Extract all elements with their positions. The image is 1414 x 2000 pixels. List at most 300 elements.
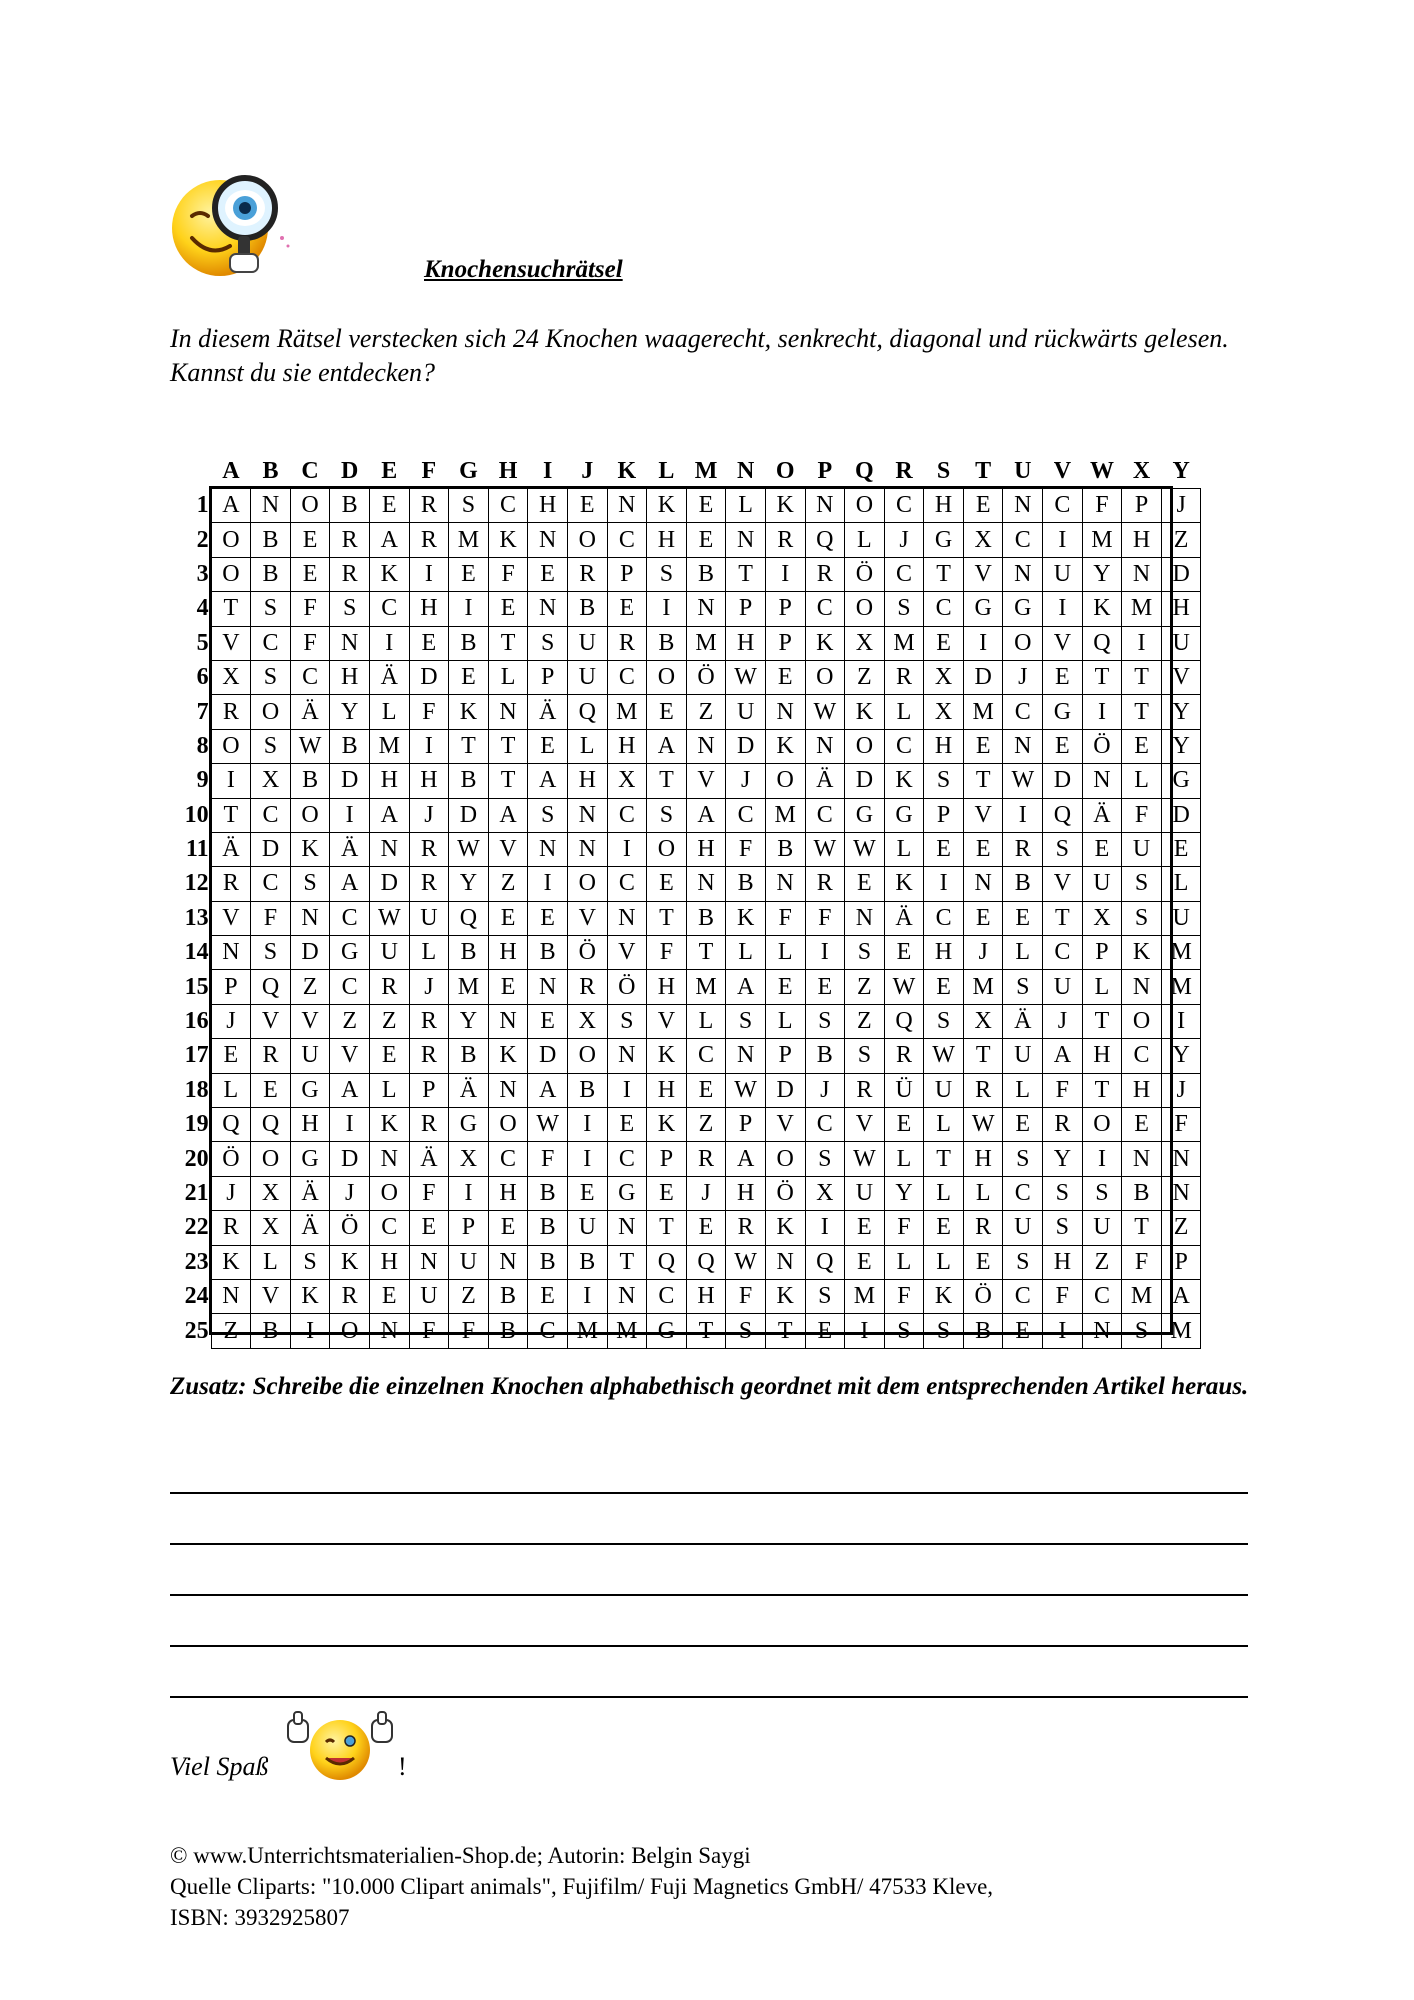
- letter-cell[interactable]: D: [1043, 764, 1083, 798]
- letter-cell[interactable]: W: [924, 1039, 964, 1073]
- letter-cell[interactable]: P: [765, 626, 805, 660]
- letter-cell[interactable]: P: [1122, 489, 1162, 523]
- letter-cell[interactable]: T: [647, 1211, 687, 1245]
- letter-cell[interactable]: W: [726, 1245, 766, 1279]
- letter-cell[interactable]: P: [528, 660, 568, 694]
- letter-cell[interactable]: D: [726, 729, 766, 763]
- letter-cell[interactable]: S: [924, 1004, 964, 1038]
- letter-cell[interactable]: O: [845, 489, 885, 523]
- letter-cell[interactable]: S: [647, 798, 687, 832]
- letter-cell[interactable]: C: [251, 867, 291, 901]
- letter-cell[interactable]: O: [1003, 626, 1043, 660]
- letter-cell[interactable]: O: [488, 1108, 528, 1142]
- letter-cell[interactable]: F: [409, 695, 449, 729]
- letter-cell[interactable]: C: [1003, 523, 1043, 557]
- letter-cell[interactable]: E: [409, 1211, 449, 1245]
- letter-cell[interactable]: B: [1122, 1176, 1162, 1210]
- letter-cell[interactable]: Z: [290, 970, 330, 1004]
- letter-cell[interactable]: H: [369, 764, 409, 798]
- letter-cell[interactable]: S: [607, 1004, 647, 1038]
- letter-cell[interactable]: E: [924, 626, 964, 660]
- letter-cell[interactable]: N: [805, 489, 845, 523]
- letter-cell[interactable]: K: [884, 764, 924, 798]
- letter-cell[interactable]: C: [330, 970, 370, 1004]
- letter-cell[interactable]: C: [647, 1279, 687, 1313]
- letter-cell[interactable]: V: [686, 764, 726, 798]
- letter-cell[interactable]: V: [1043, 626, 1083, 660]
- letter-cell[interactable]: O: [845, 592, 885, 626]
- letter-cell[interactable]: U: [449, 1245, 489, 1279]
- letter-cell[interactable]: S: [726, 1004, 766, 1038]
- letter-cell[interactable]: E: [647, 695, 687, 729]
- letter-cell[interactable]: S: [528, 798, 568, 832]
- letter-cell[interactable]: N: [686, 592, 726, 626]
- letter-cell[interactable]: E: [686, 523, 726, 557]
- letter-cell[interactable]: E: [647, 867, 687, 901]
- letter-cell[interactable]: X: [251, 1211, 291, 1245]
- letter-cell[interactable]: N: [765, 867, 805, 901]
- letter-cell[interactable]: X: [607, 764, 647, 798]
- letter-cell[interactable]: N: [567, 798, 607, 832]
- letter-cell[interactable]: I: [1043, 592, 1083, 626]
- letter-cell[interactable]: H: [1161, 592, 1201, 626]
- letter-cell[interactable]: E: [488, 592, 528, 626]
- letter-cell[interactable]: C: [805, 798, 845, 832]
- letter-cell[interactable]: S: [449, 489, 489, 523]
- letter-cell[interactable]: T: [686, 936, 726, 970]
- letter-cell[interactable]: O: [290, 798, 330, 832]
- letter-cell[interactable]: Ö: [845, 557, 885, 591]
- letter-cell[interactable]: X: [845, 626, 885, 660]
- letter-cell[interactable]: M: [449, 970, 489, 1004]
- letter-cell[interactable]: G: [607, 1176, 647, 1210]
- letter-cell[interactable]: V: [765, 1108, 805, 1142]
- letter-cell[interactable]: H: [488, 1176, 528, 1210]
- letter-cell[interactable]: R: [409, 1004, 449, 1038]
- letter-cell[interactable]: L: [1003, 1073, 1043, 1107]
- letter-cell[interactable]: I: [1082, 1142, 1122, 1176]
- letter-cell[interactable]: C: [924, 592, 964, 626]
- letter-cell[interactable]: Ö: [211, 1142, 251, 1176]
- letter-cell[interactable]: T: [924, 557, 964, 591]
- letter-cell[interactable]: H: [409, 592, 449, 626]
- letter-cell[interactable]: S: [1043, 832, 1083, 866]
- letter-cell[interactable]: L: [726, 936, 766, 970]
- letter-cell[interactable]: I: [924, 867, 964, 901]
- letter-cell[interactable]: Y: [1082, 557, 1122, 591]
- letter-cell[interactable]: I: [409, 729, 449, 763]
- letter-cell[interactable]: I: [369, 626, 409, 660]
- letter-cell[interactable]: E: [1122, 1108, 1162, 1142]
- letter-cell[interactable]: B: [449, 1039, 489, 1073]
- letter-cell[interactable]: Ö: [607, 970, 647, 1004]
- letter-cell[interactable]: K: [647, 1039, 687, 1073]
- letter-cell[interactable]: E: [607, 592, 647, 626]
- letter-cell[interactable]: Q: [884, 1004, 924, 1038]
- letter-cell[interactable]: S: [805, 1279, 845, 1313]
- letter-cell[interactable]: K: [765, 489, 805, 523]
- letter-cell[interactable]: E: [647, 1176, 687, 1210]
- letter-cell[interactable]: H: [1122, 1073, 1162, 1107]
- letter-cell[interactable]: P: [1161, 1245, 1201, 1279]
- letter-cell[interactable]: E: [845, 1211, 885, 1245]
- letter-cell[interactable]: N: [686, 867, 726, 901]
- letter-cell[interactable]: E: [488, 1211, 528, 1245]
- letter-cell[interactable]: C: [607, 867, 647, 901]
- letter-cell[interactable]: Q: [647, 1245, 687, 1279]
- letter-cell[interactable]: T: [924, 1142, 964, 1176]
- letter-cell[interactable]: X: [567, 1004, 607, 1038]
- letter-cell[interactable]: Ä: [330, 832, 370, 866]
- letter-cell[interactable]: W: [290, 729, 330, 763]
- letter-cell[interactable]: O: [647, 660, 687, 694]
- letter-cell[interactable]: H: [686, 1279, 726, 1313]
- letter-cell[interactable]: V: [488, 832, 528, 866]
- letter-cell[interactable]: M: [884, 626, 924, 660]
- answer-line[interactable]: [170, 1645, 1248, 1647]
- letter-cell[interactable]: T: [211, 798, 251, 832]
- letter-cell[interactable]: M: [449, 523, 489, 557]
- letter-cell[interactable]: R: [330, 1279, 370, 1313]
- letter-cell[interactable]: U: [1003, 1211, 1043, 1245]
- letter-cell[interactable]: E: [1043, 729, 1083, 763]
- letter-cell[interactable]: M: [607, 1314, 647, 1348]
- letter-cell[interactable]: X: [449, 1142, 489, 1176]
- letter-cell[interactable]: S: [845, 936, 885, 970]
- letter-cell[interactable]: S: [1082, 1176, 1122, 1210]
- letter-cell[interactable]: B: [963, 1314, 1003, 1348]
- letter-cell[interactable]: N: [765, 1245, 805, 1279]
- letter-cell[interactable]: U: [1043, 970, 1083, 1004]
- letter-cell[interactable]: Ä: [449, 1073, 489, 1107]
- letter-cell[interactable]: C: [488, 1142, 528, 1176]
- letter-cell[interactable]: R: [409, 1108, 449, 1142]
- letter-cell[interactable]: R: [607, 626, 647, 660]
- letter-cell[interactable]: P: [726, 1108, 766, 1142]
- letter-cell[interactable]: U: [1161, 901, 1201, 935]
- letter-cell[interactable]: H: [686, 832, 726, 866]
- letter-cell[interactable]: B: [686, 557, 726, 591]
- letter-cell[interactable]: I: [449, 592, 489, 626]
- letter-cell[interactable]: H: [330, 660, 370, 694]
- letter-cell[interactable]: S: [924, 764, 964, 798]
- letter-cell[interactable]: K: [488, 1039, 528, 1073]
- letter-cell[interactable]: V: [963, 798, 1003, 832]
- letter-cell[interactable]: E: [963, 729, 1003, 763]
- letter-cell[interactable]: G: [290, 1073, 330, 1107]
- letter-cell[interactable]: K: [805, 626, 845, 660]
- letter-cell[interactable]: N: [607, 1039, 647, 1073]
- letter-cell[interactable]: K: [726, 901, 766, 935]
- letter-cell[interactable]: R: [567, 557, 607, 591]
- letter-cell[interactable]: Ä: [290, 695, 330, 729]
- letter-cell[interactable]: L: [726, 489, 766, 523]
- letter-cell[interactable]: G: [845, 798, 885, 832]
- answer-line[interactable]: [170, 1543, 1248, 1545]
- letter-cell[interactable]: J: [409, 798, 449, 832]
- letter-cell[interactable]: C: [607, 523, 647, 557]
- letter-cell[interactable]: T: [963, 1039, 1003, 1073]
- letter-cell[interactable]: T: [686, 1314, 726, 1348]
- letter-cell[interactable]: G: [290, 1142, 330, 1176]
- letter-cell[interactable]: R: [1003, 832, 1043, 866]
- letter-cell[interactable]: Z: [845, 660, 885, 694]
- letter-cell[interactable]: O: [290, 489, 330, 523]
- letter-cell[interactable]: N: [211, 936, 251, 970]
- letter-cell[interactable]: X: [924, 695, 964, 729]
- letter-cell[interactable]: B: [449, 764, 489, 798]
- letter-cell[interactable]: J: [726, 764, 766, 798]
- letter-cell[interactable]: T: [488, 729, 528, 763]
- letter-cell[interactable]: G: [647, 1314, 687, 1348]
- letter-cell[interactable]: Z: [330, 1004, 370, 1038]
- letter-cell[interactable]: U: [1161, 626, 1201, 660]
- letter-cell[interactable]: J: [1161, 489, 1201, 523]
- letter-cell[interactable]: C: [607, 798, 647, 832]
- letter-cell[interactable]: N: [726, 1039, 766, 1073]
- letter-cell[interactable]: S: [845, 1039, 885, 1073]
- letter-cell[interactable]: I: [1122, 626, 1162, 660]
- letter-cell[interactable]: M: [963, 970, 1003, 1004]
- letter-cell[interactable]: B: [528, 1245, 568, 1279]
- letter-cell[interactable]: C: [1003, 1176, 1043, 1210]
- letter-cell[interactable]: N: [607, 489, 647, 523]
- letter-cell[interactable]: C: [488, 489, 528, 523]
- letter-cell[interactable]: C: [686, 1039, 726, 1073]
- letter-cell[interactable]: U: [409, 901, 449, 935]
- letter-cell[interactable]: K: [211, 1245, 251, 1279]
- letter-cell[interactable]: Y: [1043, 1142, 1083, 1176]
- letter-cell[interactable]: L: [884, 695, 924, 729]
- letter-cell[interactable]: X: [963, 1004, 1003, 1038]
- letter-cell[interactable]: F: [1043, 1073, 1083, 1107]
- letter-cell[interactable]: Y: [449, 1004, 489, 1038]
- letter-cell[interactable]: N: [1082, 764, 1122, 798]
- letter-cell[interactable]: K: [647, 1108, 687, 1142]
- letter-cell[interactable]: S: [726, 1314, 766, 1348]
- letter-cell[interactable]: U: [409, 1279, 449, 1313]
- letter-cell[interactable]: N: [765, 695, 805, 729]
- letter-cell[interactable]: M: [765, 798, 805, 832]
- letter-cell[interactable]: N: [845, 901, 885, 935]
- letter-cell[interactable]: M: [1161, 1314, 1201, 1348]
- letter-cell[interactable]: E: [528, 901, 568, 935]
- letter-cell[interactable]: F: [726, 1279, 766, 1313]
- letter-cell[interactable]: C: [369, 1211, 409, 1245]
- letter-cell[interactable]: H: [488, 936, 528, 970]
- letter-cell[interactable]: F: [805, 901, 845, 935]
- letter-cell[interactable]: W: [884, 970, 924, 1004]
- letter-cell[interactable]: K: [449, 695, 489, 729]
- letter-cell[interactable]: B: [251, 523, 291, 557]
- letter-cell[interactable]: L: [369, 1073, 409, 1107]
- letter-cell[interactable]: D: [528, 1039, 568, 1073]
- letter-cell[interactable]: E: [488, 901, 528, 935]
- letter-cell[interactable]: I: [1043, 523, 1083, 557]
- letter-cell[interactable]: F: [449, 1314, 489, 1348]
- letter-cell[interactable]: S: [1043, 1211, 1083, 1245]
- letter-cell[interactable]: G: [1043, 695, 1083, 729]
- letter-cell[interactable]: R: [211, 867, 251, 901]
- letter-cell[interactable]: Z: [1161, 523, 1201, 557]
- letter-cell[interactable]: E: [963, 489, 1003, 523]
- letter-cell[interactable]: G: [884, 798, 924, 832]
- letter-cell[interactable]: O: [369, 1176, 409, 1210]
- letter-cell[interactable]: F: [488, 557, 528, 591]
- letter-cell[interactable]: L: [924, 1176, 964, 1210]
- letter-cell[interactable]: C: [330, 901, 370, 935]
- letter-cell[interactable]: Ä: [369, 660, 409, 694]
- letter-cell[interactable]: O: [765, 1142, 805, 1176]
- letter-cell[interactable]: Y: [1161, 729, 1201, 763]
- letter-cell[interactable]: N: [1082, 1314, 1122, 1348]
- letter-cell[interactable]: J: [963, 936, 1003, 970]
- letter-cell[interactable]: E: [686, 1211, 726, 1245]
- letter-cell[interactable]: C: [607, 1142, 647, 1176]
- letter-cell[interactable]: Z: [449, 1279, 489, 1313]
- letter-cell[interactable]: Ö: [567, 936, 607, 970]
- letter-cell[interactable]: C: [1003, 695, 1043, 729]
- letter-cell[interactable]: R: [330, 523, 370, 557]
- letter-cell[interactable]: Y: [884, 1176, 924, 1210]
- letter-cell[interactable]: I: [647, 592, 687, 626]
- letter-cell[interactable]: D: [330, 764, 370, 798]
- letter-cell[interactable]: G: [449, 1108, 489, 1142]
- letter-cell[interactable]: X: [251, 1176, 291, 1210]
- letter-cell[interactable]: S: [290, 1245, 330, 1279]
- letter-cell[interactable]: B: [488, 1279, 528, 1313]
- letter-cell[interactable]: R: [963, 1211, 1003, 1245]
- letter-cell[interactable]: Z: [211, 1314, 251, 1348]
- letter-cell[interactable]: T: [211, 592, 251, 626]
- letter-cell[interactable]: O: [845, 729, 885, 763]
- letter-cell[interactable]: K: [369, 557, 409, 591]
- letter-cell[interactable]: I: [1161, 1004, 1201, 1038]
- letter-cell[interactable]: T: [488, 764, 528, 798]
- letter-cell[interactable]: L: [765, 1004, 805, 1038]
- letter-cell[interactable]: O: [1122, 1004, 1162, 1038]
- letter-cell[interactable]: L: [884, 832, 924, 866]
- letter-cell[interactable]: J: [211, 1176, 251, 1210]
- letter-cell[interactable]: P: [1082, 936, 1122, 970]
- letter-cell[interactable]: E: [924, 832, 964, 866]
- letter-cell[interactable]: S: [647, 557, 687, 591]
- letter-cell[interactable]: K: [845, 695, 885, 729]
- letter-cell[interactable]: H: [726, 1176, 766, 1210]
- letter-cell[interactable]: H: [647, 523, 687, 557]
- letter-cell[interactable]: N: [528, 523, 568, 557]
- letter-cell[interactable]: K: [488, 523, 528, 557]
- letter-cell[interactable]: E: [211, 1039, 251, 1073]
- letter-cell[interactable]: Ö: [686, 660, 726, 694]
- letter-cell[interactable]: G: [1003, 592, 1043, 626]
- letter-cell[interactable]: L: [884, 1142, 924, 1176]
- letter-cell[interactable]: T: [1082, 1004, 1122, 1038]
- letter-cell[interactable]: N: [369, 1142, 409, 1176]
- letter-cell[interactable]: B: [686, 901, 726, 935]
- letter-cell[interactable]: T: [963, 764, 1003, 798]
- letter-cell[interactable]: J: [884, 523, 924, 557]
- letter-cell[interactable]: B: [449, 936, 489, 970]
- letter-cell[interactable]: S: [805, 1142, 845, 1176]
- letter-cell[interactable]: L: [1161, 867, 1201, 901]
- letter-cell[interactable]: Ü: [884, 1073, 924, 1107]
- letter-cell[interactable]: E: [567, 489, 607, 523]
- letter-cell[interactable]: C: [1082, 1279, 1122, 1313]
- letter-cell[interactable]: C: [726, 798, 766, 832]
- letter-cell[interactable]: M: [1082, 523, 1122, 557]
- letter-cell[interactable]: E: [686, 489, 726, 523]
- letter-cell[interactable]: W: [845, 1142, 885, 1176]
- letter-cell[interactable]: D: [369, 867, 409, 901]
- letter-cell[interactable]: W: [845, 832, 885, 866]
- letter-cell[interactable]: U: [369, 936, 409, 970]
- letter-cell[interactable]: B: [528, 1176, 568, 1210]
- letter-cell[interactable]: L: [488, 660, 528, 694]
- letter-cell[interactable]: Y: [330, 695, 370, 729]
- letter-cell[interactable]: E: [963, 1245, 1003, 1279]
- letter-cell[interactable]: R: [251, 1039, 291, 1073]
- letter-cell[interactable]: A: [330, 867, 370, 901]
- letter-cell[interactable]: N: [1003, 489, 1043, 523]
- letter-cell[interactable]: M: [686, 626, 726, 660]
- letter-cell[interactable]: L: [686, 1004, 726, 1038]
- letter-cell[interactable]: I: [805, 936, 845, 970]
- letter-cell[interactable]: Ä: [211, 832, 251, 866]
- letter-cell[interactable]: F: [409, 1176, 449, 1210]
- letter-cell[interactable]: A: [726, 970, 766, 1004]
- letter-cell[interactable]: U: [567, 626, 607, 660]
- letter-cell[interactable]: A: [369, 798, 409, 832]
- letter-cell[interactable]: Y: [1161, 695, 1201, 729]
- letter-cell[interactable]: T: [607, 1245, 647, 1279]
- letter-cell[interactable]: B: [488, 1314, 528, 1348]
- letter-cell[interactable]: L: [369, 695, 409, 729]
- letter-cell[interactable]: R: [409, 867, 449, 901]
- letter-cell[interactable]: E: [884, 936, 924, 970]
- letter-cell[interactable]: A: [488, 798, 528, 832]
- letter-cell[interactable]: A: [726, 1142, 766, 1176]
- letter-cell[interactable]: H: [528, 489, 568, 523]
- letter-cell[interactable]: U: [845, 1176, 885, 1210]
- letter-cell[interactable]: O: [211, 557, 251, 591]
- letter-cell[interactable]: R: [686, 1142, 726, 1176]
- letter-cell[interactable]: B: [528, 936, 568, 970]
- letter-cell[interactable]: Q: [251, 1108, 291, 1142]
- letter-cell[interactable]: N: [1122, 970, 1162, 1004]
- letter-cell[interactable]: L: [211, 1073, 251, 1107]
- letter-cell[interactable]: B: [567, 592, 607, 626]
- letter-cell[interactable]: P: [924, 798, 964, 832]
- letter-cell[interactable]: B: [726, 867, 766, 901]
- letter-cell[interactable]: K: [765, 729, 805, 763]
- letter-cell[interactable]: V: [647, 1004, 687, 1038]
- letter-cell[interactable]: K: [647, 489, 687, 523]
- letter-cell[interactable]: H: [607, 729, 647, 763]
- letter-cell[interactable]: J: [1003, 660, 1043, 694]
- letter-cell[interactable]: I: [765, 557, 805, 591]
- letter-cell[interactable]: R: [409, 832, 449, 866]
- letter-cell[interactable]: U: [1082, 1211, 1122, 1245]
- letter-cell[interactable]: F: [884, 1211, 924, 1245]
- letter-cell[interactable]: H: [924, 729, 964, 763]
- answer-line[interactable]: [170, 1594, 1248, 1596]
- letter-cell[interactable]: D: [251, 832, 291, 866]
- letter-cell[interactable]: N: [290, 901, 330, 935]
- letter-cell[interactable]: S: [1122, 901, 1162, 935]
- letter-cell[interactable]: R: [726, 1211, 766, 1245]
- letter-cell[interactable]: N: [1003, 557, 1043, 591]
